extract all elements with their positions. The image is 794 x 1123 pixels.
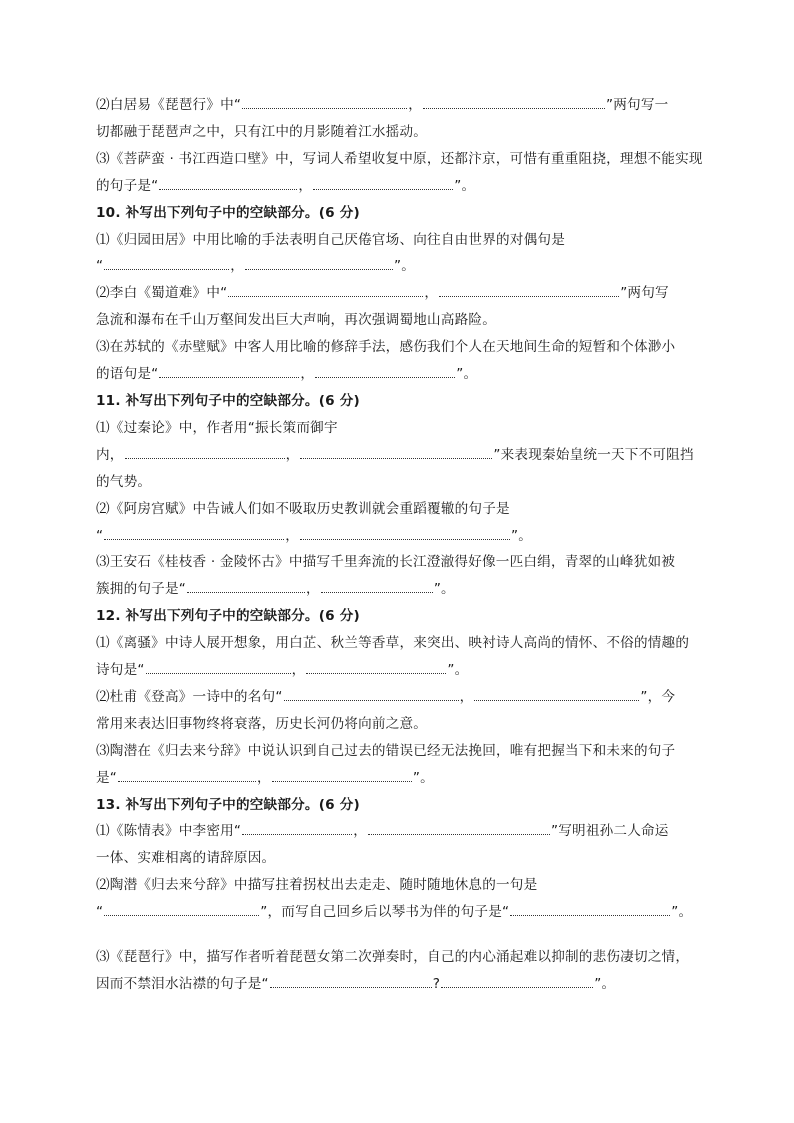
text-segment: ? <box>432 976 441 992</box>
text-segment: ”两句写 <box>620 285 669 302</box>
text-line <box>96 227 726 254</box>
text-segment: “ <box>96 258 104 275</box>
paragraph-gap <box>96 926 726 944</box>
text-line <box>96 523 726 550</box>
text-segment: ， <box>285 527 300 544</box>
text-segment: 簇拥的句子是“ <box>96 581 187 598</box>
text-line <box>96 549 726 576</box>
text-line <box>96 684 726 711</box>
text-segment: 因而不禁泪水沾襟的句子是“ <box>96 976 269 992</box>
fill-in-blank[interactable] <box>423 94 605 109</box>
text-segment: ”。 <box>433 581 455 598</box>
text-segment: 13. 补写出下列句子中的空缺部分。(6 分) <box>96 796 360 813</box>
text-line <box>96 496 726 523</box>
text-segment: ”。 <box>394 258 416 275</box>
text-segment: ”。 <box>454 177 476 194</box>
text-line <box>96 576 726 603</box>
text-segment: ⑶王安石《桂枝香 · 金陵怀古》中描写千里奔流的长江澄澈得好像一匹白绢，青翠的山峰犹如被 <box>96 554 676 571</box>
text-segment: ， <box>424 285 439 302</box>
text-segment: ， <box>291 662 306 679</box>
text-line <box>96 738 726 765</box>
text-segment: ⑶《菩萨蛮 · 书江西造口壁》中，写词人希望收复中原，还都汴京，可惜有重重阻挠，理想不能实现 <box>96 150 703 167</box>
text-segment: ， <box>306 581 320 598</box>
text-segment: ”。 <box>447 662 469 679</box>
text-segment: 的句子是“ <box>96 177 159 194</box>
text-segment: 急流和瀑布在千山万壑间发出巨大声响，再次强调蜀地山高路险。 <box>96 312 497 329</box>
text-line <box>96 415 726 442</box>
text-segment: ”，而写自己回乡后以琴书为伴的句子是“ <box>260 904 510 921</box>
text-line <box>96 307 726 334</box>
text-segment: ⑴《陈情表》中李密用“ <box>96 823 242 840</box>
fill-in-blank[interactable] <box>159 175 297 190</box>
text-line <box>96 173 726 200</box>
fill-in-blank[interactable] <box>439 282 619 297</box>
text-line <box>96 944 726 971</box>
fill-in-blank[interactable] <box>187 578 305 593</box>
text-line <box>96 765 726 792</box>
fill-in-blank[interactable] <box>118 767 256 782</box>
fill-in-blank[interactable] <box>313 175 453 190</box>
question-heading <box>96 603 726 630</box>
text-segment: ， <box>300 366 315 383</box>
text-segment: ⑴《归园田居》中用比喻的手法表明自己厌倦官场、向往自由世界的对偶句是 <box>96 231 565 248</box>
fill-in-blank[interactable] <box>104 525 284 540</box>
text-segment: ⑴《离骚》中诗人展开想象，用白芷、秋兰等香草，来突出、映衬诗人高尚的情怀、不俗的情趣的 <box>96 635 690 652</box>
fill-in-blank[interactable] <box>315 363 455 378</box>
text-segment: ”。 <box>594 976 616 992</box>
text-line <box>96 971 726 998</box>
text-line <box>96 872 726 899</box>
text-segment: ”来表现秦始皇统一天下不可阻挡 <box>493 446 694 463</box>
document-body <box>96 92 726 998</box>
text-segment: ⑵陶潜《归去来兮辞》中描写拄着拐杖出去走走、随时随地休息的一句是 <box>96 877 538 894</box>
fill-in-blank[interactable] <box>272 767 412 782</box>
text-segment: 内， <box>96 446 124 463</box>
text-line <box>96 818 726 845</box>
fill-in-blank[interactable] <box>300 525 510 540</box>
text-line <box>96 442 726 469</box>
question-heading <box>96 200 726 227</box>
text-line <box>96 845 726 872</box>
text-line <box>96 361 726 388</box>
text-segment: ”。 <box>671 904 693 921</box>
text-segment: ， <box>257 769 271 786</box>
text-segment: 的气势。 <box>96 473 152 490</box>
text-segment: 一体、实难相离的请辞原因。 <box>96 850 276 867</box>
text-segment: ⑴《过秦论》中，作者用“振长策而御宇 <box>96 419 338 436</box>
text-segment: 10. 补写出下列句子中的空缺部分。(6 分) <box>96 204 360 221</box>
fill-in-blank[interactable] <box>228 282 423 297</box>
question-heading <box>96 388 726 415</box>
text-segment: ”写明祖孙二人命运 <box>550 823 669 840</box>
fill-in-blank[interactable] <box>300 444 492 459</box>
text-segment: ”。 <box>412 769 434 786</box>
text-segment: ”。 <box>456 366 478 383</box>
text-segment: ⑵李白《蜀道难》中“ <box>96 285 228 302</box>
text-line <box>96 334 726 361</box>
text-line <box>96 280 726 307</box>
text-segment: ”，今 <box>640 688 676 705</box>
question-heading <box>96 792 726 819</box>
fill-in-blank[interactable] <box>104 255 229 270</box>
text-segment: 诗句是“ <box>96 662 145 679</box>
text-segment: “ <box>96 904 104 921</box>
text-segment: ”。 <box>511 527 533 544</box>
fill-in-blank[interactable] <box>270 973 432 988</box>
text-line <box>96 119 726 146</box>
text-segment: ⑵杜甫《登高》一诗中的名句“ <box>96 688 283 705</box>
fill-in-blank[interactable] <box>242 94 407 109</box>
text-line <box>96 92 726 119</box>
text-line <box>96 899 726 926</box>
text-line <box>96 146 726 173</box>
text-segment: ⑵白居易《琵琶行》中“ <box>96 97 242 113</box>
text-segment: ”两句写一 <box>605 97 669 113</box>
fill-in-blank[interactable] <box>146 659 291 674</box>
text-segment: 是“ <box>96 769 118 786</box>
text-segment: ⑶《琵琶行》中，描写作者听着琵琶女第二次弹奏时，自己的内心涌起难以抑制的悲伤凄切之情， <box>96 949 690 966</box>
text-segment: ⑵《阿房宫赋》中告诫人们如不吸取历史教训就会重蹈覆辙的句子是 <box>96 500 510 517</box>
fill-in-blank[interactable] <box>321 578 433 593</box>
text-line <box>96 469 726 496</box>
text-segment: 的语句是“ <box>96 366 159 383</box>
text-segment: ， <box>459 688 474 705</box>
text-segment: ， <box>230 258 245 275</box>
text-segment: “ <box>96 527 104 544</box>
fill-in-blank[interactable] <box>306 659 446 674</box>
text-segment: 11. 补写出下列句子中的空缺部分。(6 分) <box>96 392 360 409</box>
fill-in-blank[interactable] <box>441 973 593 988</box>
text-segment: 常用来表达旧事物终将衰落，历史长河仍将向前之意。 <box>96 715 428 732</box>
text-line <box>96 253 726 280</box>
text-line <box>96 630 726 657</box>
text-segment: ， <box>285 446 300 463</box>
fill-in-blank[interactable] <box>284 686 459 701</box>
text-segment: ， <box>353 823 367 840</box>
fill-in-blank[interactable] <box>125 444 285 459</box>
text-line <box>96 711 726 738</box>
text-segment: ⑶陶潜在《归去来兮辞》中说认识到自己过去的错误已经无法挽回，唯有把握当下和未来的句子 <box>96 742 676 759</box>
text-segment: 12. 补写出下列句子中的空缺部分。(6 分) <box>96 608 360 625</box>
fill-in-blank[interactable] <box>474 686 639 701</box>
fill-in-blank[interactable] <box>245 255 393 270</box>
fill-in-blank[interactable] <box>368 820 550 835</box>
fill-in-blank[interactable] <box>242 820 352 835</box>
fill-in-blank[interactable] <box>104 901 259 916</box>
text-segment: ， <box>408 97 422 113</box>
fill-in-blank[interactable] <box>510 901 670 916</box>
text-segment: 切都融于琵琶声之中，只有江中的月影随着江水摇动。 <box>96 123 428 140</box>
text-segment: ， <box>298 177 313 194</box>
text-line <box>96 657 726 684</box>
fill-in-blank[interactable] <box>159 363 299 378</box>
text-segment: ⑶在苏轼的《赤壁赋》中客人用比喻的修辞手法，感伤我们个人在天地间生命的短暂和个体渺小 <box>96 339 676 356</box>
